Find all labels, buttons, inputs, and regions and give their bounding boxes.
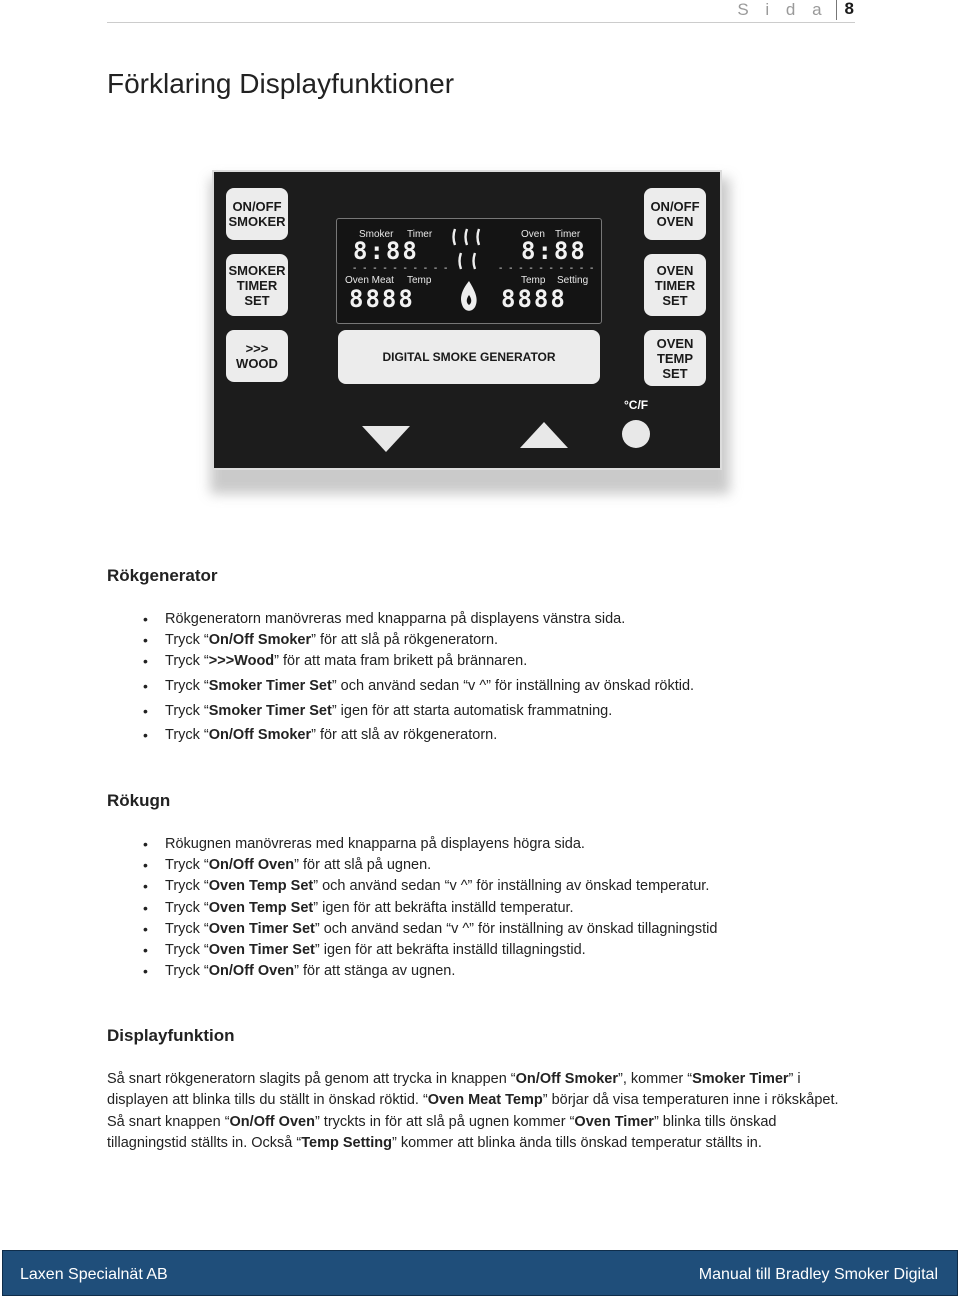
footer-manual-title: Manual till Bradley Smoker Digital	[698, 1266, 938, 1283]
list-item: • Tryck “Oven Timer Set” och använd sedan “v ^” för inställning av önskad tillagningstid	[107, 919, 717, 940]
list-item: • Tryck “On/Off Oven” för att slå på ugnen.	[107, 855, 717, 876]
lcd-digits-oven-timer: 8:88	[521, 237, 587, 265]
lcd-smoker-label: Smoker	[359, 229, 394, 240]
on-off-oven-button[interactable]: ON/OFF OVEN	[644, 188, 706, 240]
down-arrow-button[interactable]	[362, 426, 410, 452]
lcd-setting-label: Setting	[557, 275, 589, 286]
list-item: • Tryck “>>>Wood” för att mata fram brikett på brännaren.	[107, 651, 694, 672]
lcd-oven-label: Oven	[521, 229, 545, 240]
lcd-dashes-right: - - - - - - - - - -	[499, 263, 596, 274]
list-item: • Rökugnen manövreras med knapparna på displayens högra sida.	[107, 834, 717, 855]
control-panel	[212, 170, 722, 470]
list-item: • Rökgeneratorn manövreras med knapparna på displayens vänstra sida.	[107, 609, 694, 630]
cf-label: °C/F	[624, 398, 649, 412]
on-off-smoker-button[interactable]: ON/OFF SMOKER	[226, 188, 288, 240]
lcd-oven-meat-label: Oven Meat	[345, 275, 394, 286]
list-item: • Tryck “Oven Timer Set” igen för att bekräfta inställd tillagningstid.	[107, 940, 717, 961]
lcd-temp-label: Temp	[407, 275, 432, 286]
list-item: • Tryck “Smoker Timer Set” och använd sedan “v ^” för inställning av önskad röktid.	[107, 673, 694, 699]
list-rokgenerator	[107, 609, 694, 747]
list-item: • Tryck “On/Off Oven” för att stänga av ugnen.	[107, 961, 717, 982]
up-arrow-button[interactable]	[520, 422, 568, 448]
smoker-timer-set-button[interactable]: SMOKER TIMER SET	[226, 254, 288, 316]
page-footer	[2, 1250, 958, 1296]
lcd-timer-label: Timer	[407, 229, 433, 240]
lcd-display	[336, 218, 602, 324]
cf-toggle-button[interactable]	[622, 420, 650, 448]
page-header	[737, 0, 854, 20]
lcd-temp-label-right: Temp	[521, 275, 546, 286]
page-label: S i d a	[737, 0, 828, 19]
lcd-digits-smoker-timer: 8:88	[353, 237, 419, 265]
lcd-digits-meat-temp: 8888	[349, 285, 415, 313]
control-panel-figure	[200, 160, 740, 500]
lcd-timer-label-right: Timer	[555, 229, 581, 240]
list-item: • Tryck “Smoker Timer Set” igen för att starta automatisk frammatning.	[107, 699, 694, 723]
footer-company: Laxen Specialnät AB	[20, 1266, 168, 1283]
header-rule	[107, 22, 855, 23]
heading-displayfunktion: Displayfunktion	[107, 1026, 235, 1045]
oven-timer-set-button[interactable]: OVEN TIMER SET	[644, 254, 706, 316]
displayfunktion-paragraph: Så snart rökgeneratorn slagits på genom att trycka in knappen “On/Off Smoker”, kommer “Smoker Timer” i displayen att blinka tills du ställt in önskad röktid. “Oven Meat Temp” börjar då visa temperaturen inne i rökskåpet. Så snart knappen “On/Off Oven” tryckts in för att slå på ugnen kommer “Oven Timer” blinka tills önskad tillagningstid ställts in. Också “Temp Setting” kommer att blinka ända tills önskad temperatur ställts in.	[107, 1071, 839, 1152]
page-title: Förklaring Displayfunktioner	[107, 68, 455, 99]
lcd-digits-temp-setting: 8888	[501, 285, 567, 313]
smoke-flame-icon	[449, 225, 489, 317]
list-item: • Tryck “On/Off Smoker” för att slå av rökgeneratorn.	[107, 723, 694, 747]
list-item: • Tryck “Oven Temp Set” igen för att bekräfta inställd temperatur.	[107, 898, 717, 919]
heading-rokgenerator: Rökgenerator	[107, 566, 218, 585]
lcd-dashes-left: - - - - - - - - - -	[353, 263, 450, 274]
digital-smoke-generator-button[interactable]: DIGITAL SMOKE GENERATOR	[338, 330, 600, 384]
list-rokugn	[107, 834, 717, 982]
heading-rokugn: Rökugn	[107, 791, 171, 810]
list-item: • Tryck “Oven Temp Set” och använd sedan “v ^” för inställning av önskad temperatur.	[107, 876, 717, 897]
wood-button[interactable]: >>> WOOD	[226, 330, 288, 382]
list-item: • Tryck “On/Off Smoker” för att slå på rökgeneratorn.	[107, 630, 694, 651]
oven-temp-set-button[interactable]: OVEN TEMP SET	[644, 330, 706, 386]
page-number: 8	[836, 0, 854, 20]
